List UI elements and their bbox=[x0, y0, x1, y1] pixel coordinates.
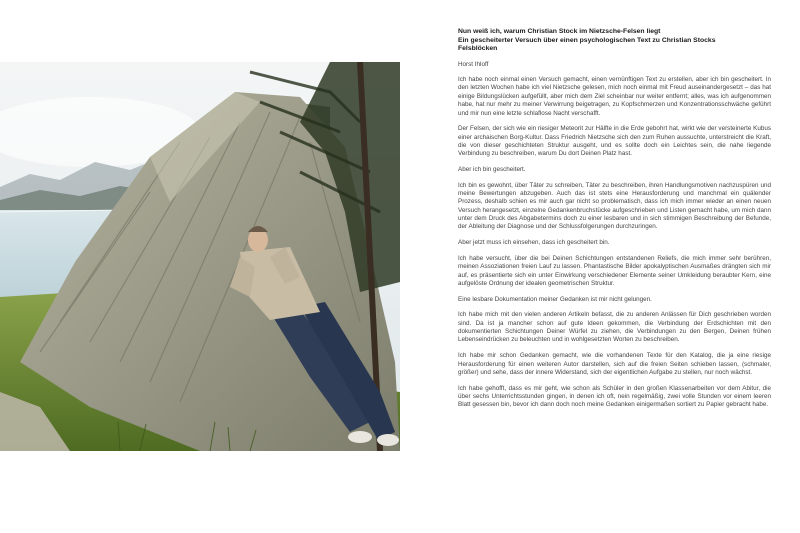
paragraph-10: Ich habe gehofft, dass es mir geht, wie schon als Schüler in den großen Klassenarbeiten vor dem Abitur, die über sechs Unterrichtsstunden gingen, in denen ich oft, nein regelmäßig, zwei volle Stunden vor einem leeren Blatt gesessen bin, bevor ich dann doch noch meine Gedanken einigermaßen sortiert zu Papier gebracht habe. bbox=[458, 384, 771, 409]
shoe bbox=[348, 431, 372, 443]
paragraph-3: Aber ich bin gescheitert. bbox=[458, 166, 526, 173]
paragraph-7: Eine lesbare Dokumentation meiner Gedanken ist mir nicht gelungen. bbox=[458, 295, 652, 303]
article-text-column bbox=[458, 28, 771, 417]
author-name: Horst Ihloff bbox=[458, 60, 489, 68]
paragraph-9: Ich habe mir schon Gedanken gemacht, wie die vorhandenen Texte für den Katalog, die ja eine riesige Herausforderung für einen weiteren Autor darstellen, sich auf die freien Seiten schieben lassen, (schmaler, größer) und sehe, dass der innere Widerstand, sich der eigentlichen Aufgabe zu stellen, nur noch wächst. bbox=[458, 352, 771, 376]
article-title: Nun weiß ich, warum Christian Stock im Nietzsche-Felsen liegt bbox=[458, 28, 661, 35]
paragraph-4: Ich bin es gewohnt, über Täter zu schreiben, Täter zu beschreiben, ihren Handlungsmotiven nachzuspüren und meine Bewertungen abzugeben. Auch das ist stets eine Herausforderung und manchmal ein quälender Prozess, deshalb schien es mir auch gar nicht so problematisch, dass ich mich immer wieder an einen neuen Versuch herangesetzt, einzelne Gedankenbruchstücke aufgeschrieben und Listen gemacht habe, um mich dann unter dem Druck des Abgabetermins doch zu einer lesbaren und in sich stimmigen Beschreibung der Befunde, der Ableitung der Diagnose und der Schlussfolgerungen durchzuringen. bbox=[458, 181, 771, 231]
paragraph-5: Aber jetzt muss ich einsehen, dass ich gescheitert bin. bbox=[458, 239, 610, 247]
article-headline bbox=[458, 28, 771, 54]
paragraph-8: Ich habe mich mit den vielen anderen Artikeln befasst, die zu anderen Anlässen für Dich geschrieben worden sind. Da ist ja mancher schon auf gute Ideen gekommen, die Verbindung der Erdschichten mit den dokumentierten Schichtungen Deiner Würfel zu ziehen, die Verbindungen zu den Bergen, Deinen frühen Lebenseindrücken zu beleuchten und in wohlgesetzten Worten zu beschreiben. bbox=[458, 311, 771, 344]
paragraph-1: Ich habe noch einmal einen Versuch gemacht, einen vernünftigen Text zu erstellen, aber ich bin gescheitert. In den letzten Wochen habe ich viel Nietzsche gelesen, mich noch einmal mit Freud auseinandergesetzt – das hat einige Bildungslücken aufgefüllt, aber mich dem Ziel scheinbar nur weiter entfernt; alles, was ich aufgenommen habe, hat nur mehr zu meiner Verwirrung beigetragen, zu Kopfschmerzen und Konzentrationsschwäche geführt und mir nun eine letzte schlaflose Nacht verschafft. bbox=[458, 76, 771, 117]
photo-illustration bbox=[0, 62, 400, 451]
article-subtitle-line-2: Felsblöcken bbox=[458, 45, 498, 53]
photo-man-lying-on-rock bbox=[0, 62, 400, 451]
article-subtitle-line-1: Ein gescheiterter Versuch über einen psychologischen Text zu Christian Stocks bbox=[458, 36, 716, 44]
paragraph-2: Der Felsen, der sich wie ein riesiger Meteorit zur Hälfte in die Erde gebohrt hat, wirkt wie der versteinerte Kubus einer archaischen Borg-Kultur. Dass Friedrich Nietzsche sich den zum Ruhen aussuchte, unterstreicht die Kraft, die von dieser geschichteten Struktur ausgeht, und es sollte doch ein Leichtes sein, die nahe liegende Verbindung zu beschreiben, warum Du dort Deinen Platz hast. bbox=[458, 125, 771, 158]
paragraph-6: Ich habe versucht, über die bei Deinen Schichtungen entstandenen Reliefs, die mich immer sehr berühren, meinen Assoziationen freien Lauf zu lassen. Phantastische Bilder apokalyptischen Ausmaßes drängten sich mir auf, es präsentierte sich ein unter Einwirkung verschiedener Elemente seiner Umkleidung beraubter Kern, eine aufgelöste Ordnung der idealen geometrischen Struktur. bbox=[458, 254, 771, 287]
